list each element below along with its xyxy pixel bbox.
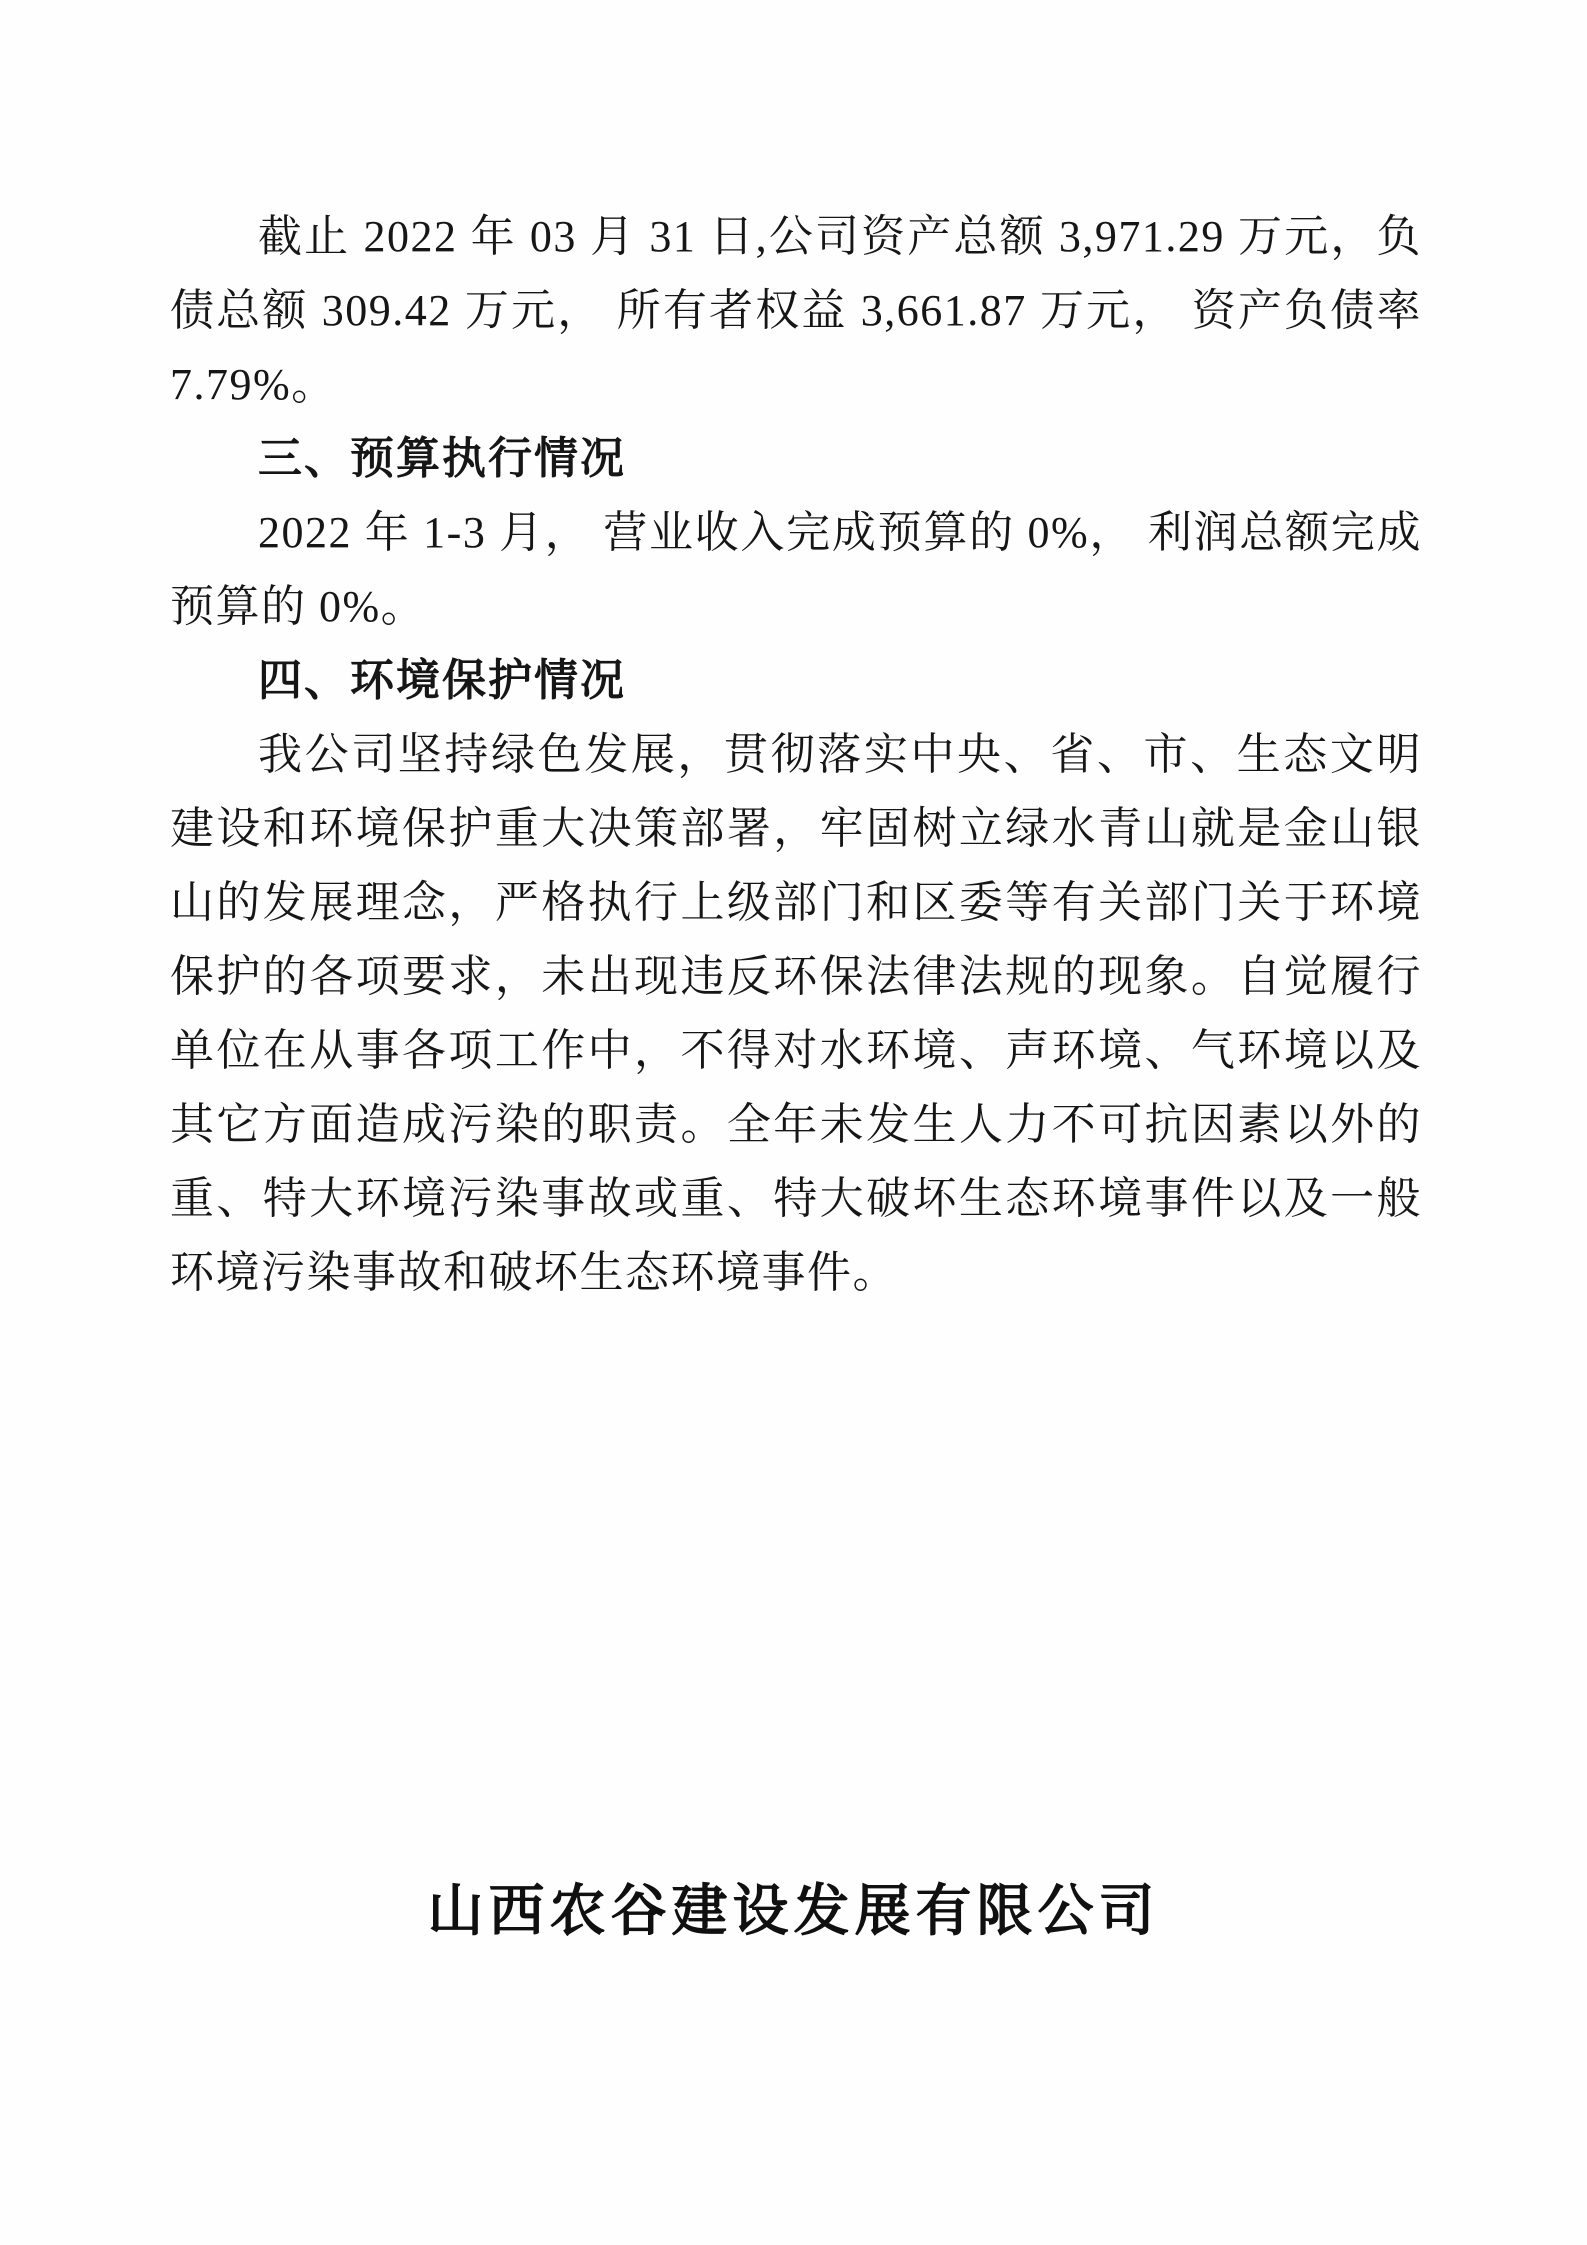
report-body <box>170 200 1422 1310</box>
paragraph-assets-summary: 截止 2022 年 03 月 31 日,公司资产总额 3,971.29 万元，负债总额 309.42 万元， 所有者权益 3,661.87 万元， 资产负债率 7.79%。 <box>170 212 1422 409</box>
paragraph-budget-execution: 2022 年 1-3 月， 营业收入完成预算的 0%， 利润总额完成预算的 0%。 <box>170 508 1422 631</box>
paragraph-environmental-protection: 我公司坚持绿色发展，贯彻落实中央、省、市、生态文明建设和环境保护重大决策部署，牢固树立绿水青山就是金山银山的发展理念，严格执行上级部门和区委等有关部门关于环境保护的各项要求，未出现违反环保法律法规的现象。自觉履行单位在从事各项工作中，不得对水环境、声环境、气环境以及其它方面造成污染的职责。全年未发生人力不可抗因素以外的重、特大环境污染事故或重、特大破坏生态环境事件以及一般环境污染事故和破坏生态环境事件。 <box>170 730 1422 1297</box>
heading-environmental-protection: 四、环境保护情况 <box>258 656 626 705</box>
company-signature: 山西农谷建设发展有限公司 <box>427 1881 1160 1943</box>
heading-budget-execution: 三、预算执行情况 <box>258 434 626 483</box>
